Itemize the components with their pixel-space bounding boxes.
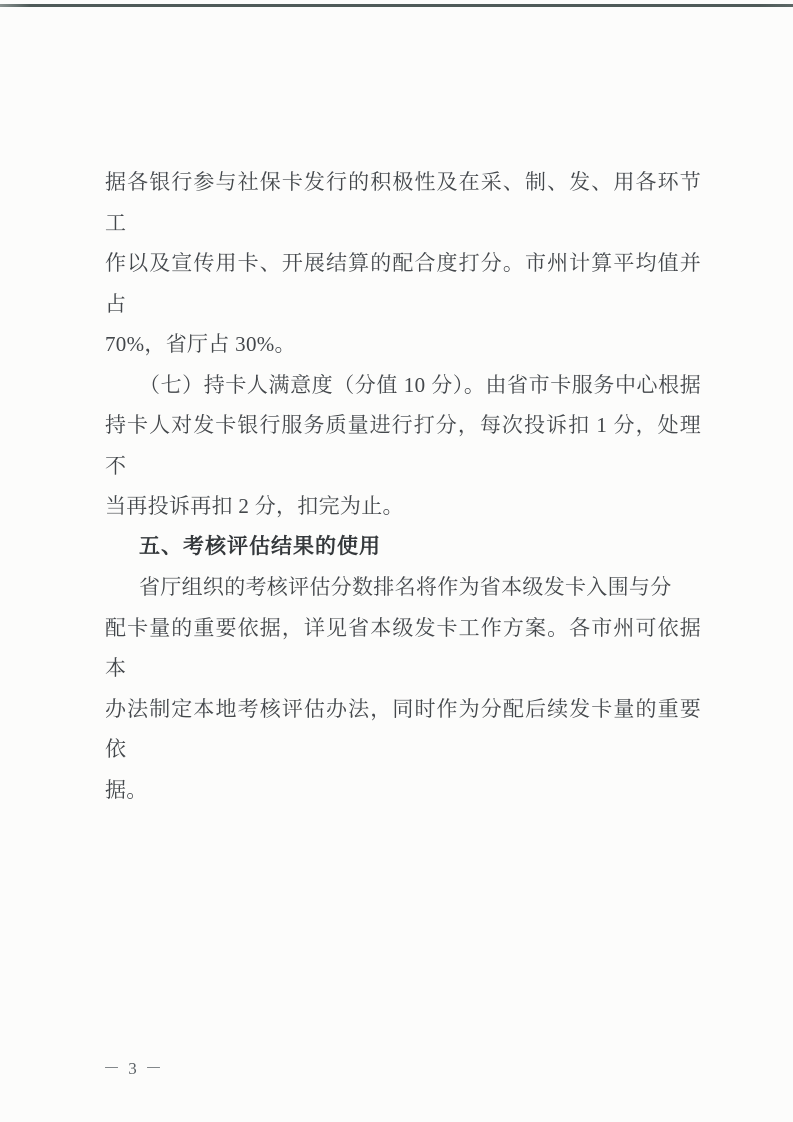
paragraph-line: （七）持卡人满意度（分值 10 分）。由省市卡服务中心根据	[139, 372, 701, 397]
paragraph-line: 作以及宣传用卡、开展结算的配合度打分。市州计算平均值并占	[105, 251, 701, 316]
paragraph-line: 70%，省厅占 30%。	[105, 332, 296, 356]
paragraph-line: 当再投诉再扣 2 分，扣完为止。	[105, 494, 404, 518]
paragraph-line: 配卡量的重要依据，详见省本级发卡工作方案。各市州可依据本	[105, 615, 701, 680]
document-body	[105, 162, 701, 810]
paragraph-line: 据。	[105, 777, 148, 802]
page-number: － 3 －	[103, 1059, 164, 1078]
paragraph-line: 持卡人对发卡银行服务质量进行打分，每次投诉扣 1 分，处理不	[105, 413, 701, 478]
scan-edge-line	[0, 4, 793, 7]
section-heading: 五、考核评估结果的使用	[139, 534, 381, 558]
paragraph-line: 省厅组织的考核评估分数排名将作为省本级发卡入围与分	[139, 575, 672, 599]
paragraph-line: 办法制定本地考核评估办法，同时作为分配后续发卡量的重要依	[105, 696, 701, 761]
paragraph-line: 据各银行参与社保卡发行的积极性及在采、制、发、用各环节工	[105, 170, 701, 235]
